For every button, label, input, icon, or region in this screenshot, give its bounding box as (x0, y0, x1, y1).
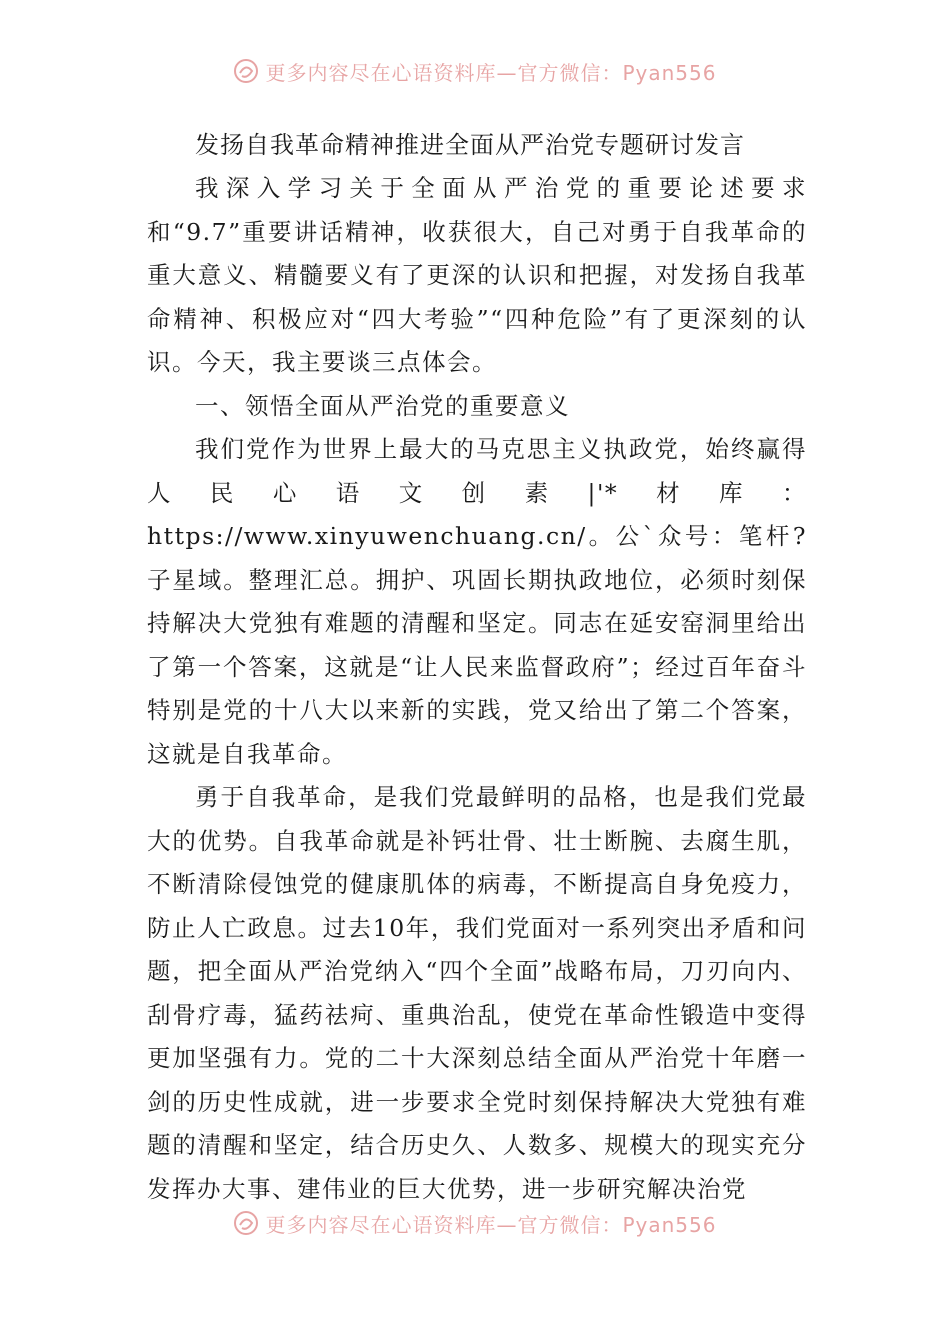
brand-logo-icon (233, 1210, 259, 1236)
body-paragraph-2: 勇于自我革命，是我们党最鲜明的品格，也是我们党最大的优势。自我革命就是补钙壮骨、壮士断腕、去腐生肌，不断清除侵蚀党的健康肌体的病毒，不断提高自身免疫力，防止人亡政息。过去10年，我们党面对一系列突出矛盾和问题，把全面从严治党纳入“四个全面”战略布局，刀刃向内、刮骨疗毒，猛药祛疴、重典治乱，使党在革命性锻造中变得更加坚强有力。党的二十大深刻总结全面从严治党十年磨一剑的历史性成就，进一步要求全党时刻保持解决大党独有难题的清醒和坚定，结合历史久、人数多、规模大的现实充分发挥办大事、建伟业的巨大优势，进一步研究解决治党 (147, 783, 807, 1203)
footer-watermark-text: 更多内容尽在心语资料库—官方微信：Pyan556 (265, 1212, 717, 1237)
intro-paragraph: 我深入学习关于全面从严治党的重要论述要求和“9.7”重要讲话精神，收获很大，自己对勇于自我革命的重大意义、精髓要义有了更深的认识和把握，对发扬自我革命精神、积极应对“四大考验”“四种危险”有了更深刻的认识。今天，我主要谈三点体会。 (147, 174, 807, 376)
section-heading-1: 一、领悟全面从严治党的重要意义 (195, 391, 570, 420)
footer-watermark-banner (0, 1206, 950, 1240)
body-paragraph-1: 我们党作为世界上最大的马克思主义执政党，始终赢得人民心语文创素|'*材库：https://www.xinyuwenchuang.cn/。公`众号：笔杆?子星域。整理汇总。拥护、巩固长期执政地位，必须时刻保持解决大党独有难题的清醒和坚定。同志在延安窑洞里给出了第一个答案，这就是“让人民来监督政府”；经过百年奋斗特别是党的十八大以来新的实践，党又给出了第二个答案，这就是自我革命。 (147, 435, 807, 768)
document-title: 发扬自我革命精神推进全面从严治党专题研讨发言 (195, 131, 745, 159)
brand-logo-icon (233, 58, 259, 84)
header-watermark-text: 更多内容尽在心语资料库—官方微信：Pyan556 (265, 60, 717, 85)
document-body (147, 123, 807, 1211)
header-watermark-banner (0, 54, 950, 88)
